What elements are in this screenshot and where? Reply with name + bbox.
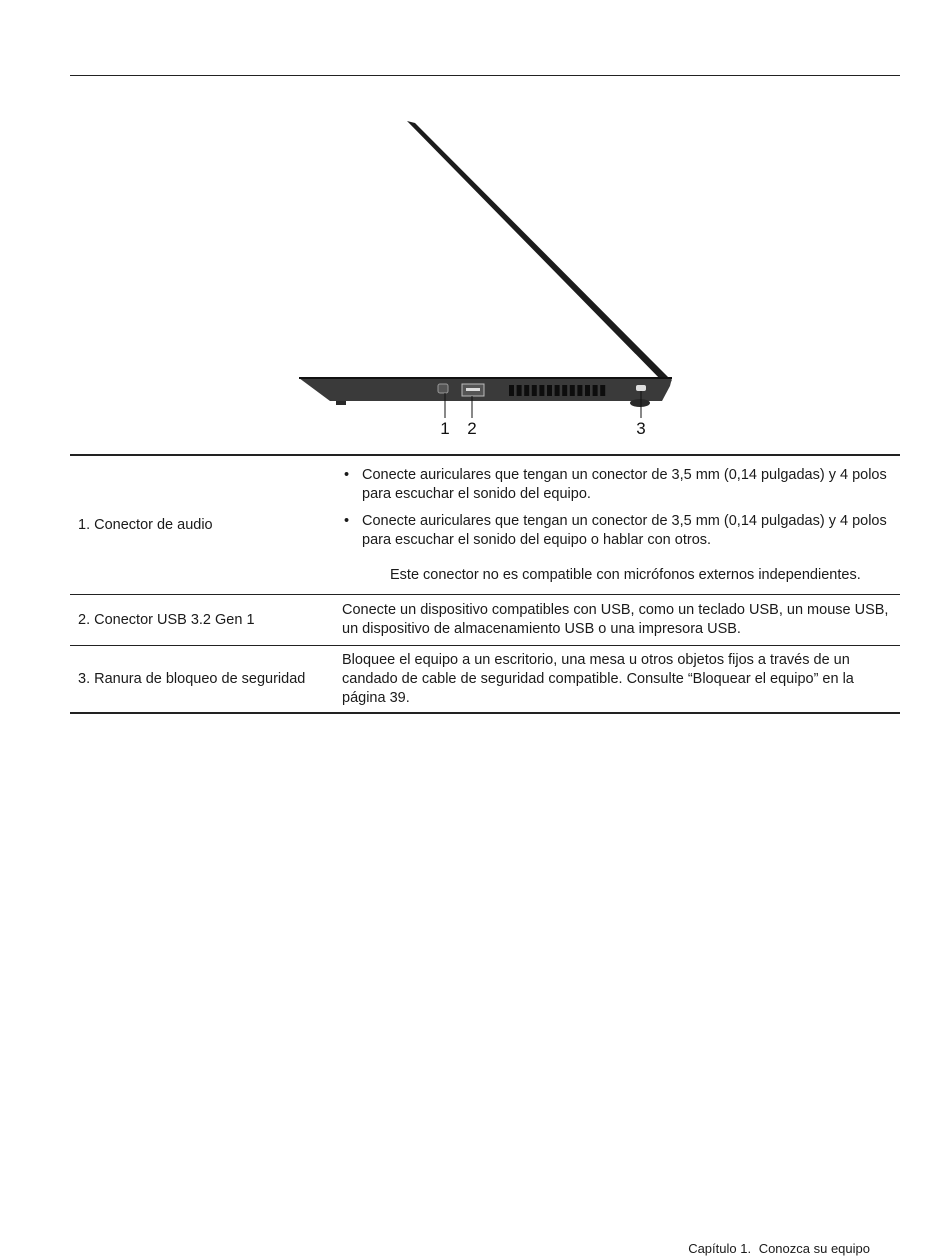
laptop-lid (407, 121, 672, 383)
vent-slat (539, 385, 544, 396)
header-rule (70, 75, 900, 76)
footer-chapter: Capítulo 1. (688, 1241, 752, 1256)
note-text: Este conector no es compatible con micrófonos externos independientes. (390, 566, 861, 583)
callout-number-2: 2 (467, 419, 477, 438)
port-name: 1. Conector de audio (78, 516, 213, 533)
vent-slat (532, 385, 537, 396)
vent-slat (570, 385, 575, 396)
port-description (334, 455, 900, 595)
security-slot-icon (636, 385, 646, 391)
table-row (70, 455, 900, 595)
vent-slat (577, 385, 582, 396)
vent-slat (562, 385, 567, 396)
audio-port-icon (438, 384, 448, 393)
vent-slat (593, 385, 598, 396)
usb-port-tongue (466, 388, 480, 391)
table-row (70, 646, 900, 714)
port-description: Conecte un dispositivo compatibles con USB, como un teclado USB, un mouse USB, un dispositivo de almacenamiento USB o una impresora USB. (342, 602, 889, 637)
laptop-base (299, 378, 672, 401)
footer-title: Conozca su equipo (758, 1241, 870, 1256)
laptop-side-view-figure (290, 110, 690, 440)
vent-slat (555, 385, 560, 396)
port-name: 2. Conector USB 3.2 Gen 1 (78, 611, 255, 628)
callout-number-1: 1 (440, 419, 450, 438)
vent-slat (517, 385, 522, 396)
ports-table (70, 454, 900, 714)
callout-number-3: 3 (636, 419, 646, 438)
port-description: Bloquee el equipo a un escritorio, una mesa u otros objetos fijos a través de un candado de cable de seguridad compatible. Consulte “Bloquear el equipo” en la página 39. (342, 651, 854, 706)
port-name: 3. Ranura de bloqueo de seguridad (78, 670, 306, 687)
laptop-foot (336, 401, 346, 405)
vent-slat (547, 385, 552, 396)
page-footer (688, 1241, 870, 1256)
bullet-item: • Conecte auriculares que tengan un conector de 3,5 mm (0,14 pulgadas) y 4 polos para escuchar el sonido del equipo. (342, 466, 890, 504)
vent-slat (600, 385, 605, 396)
vent-slat (585, 385, 590, 396)
vent-slat (509, 385, 514, 396)
table-row (70, 595, 900, 646)
vent-slat (524, 385, 529, 396)
laptop-foot (630, 399, 650, 407)
bullet-list (342, 466, 890, 550)
laptop-side-view-illustration (290, 110, 690, 440)
bullet-item: • Conecte auriculares que tengan un conector de 3,5 mm (0,14 pulgadas) y 4 polos para escuchar el sonido del equipo o hablar con otros. (342, 512, 890, 550)
